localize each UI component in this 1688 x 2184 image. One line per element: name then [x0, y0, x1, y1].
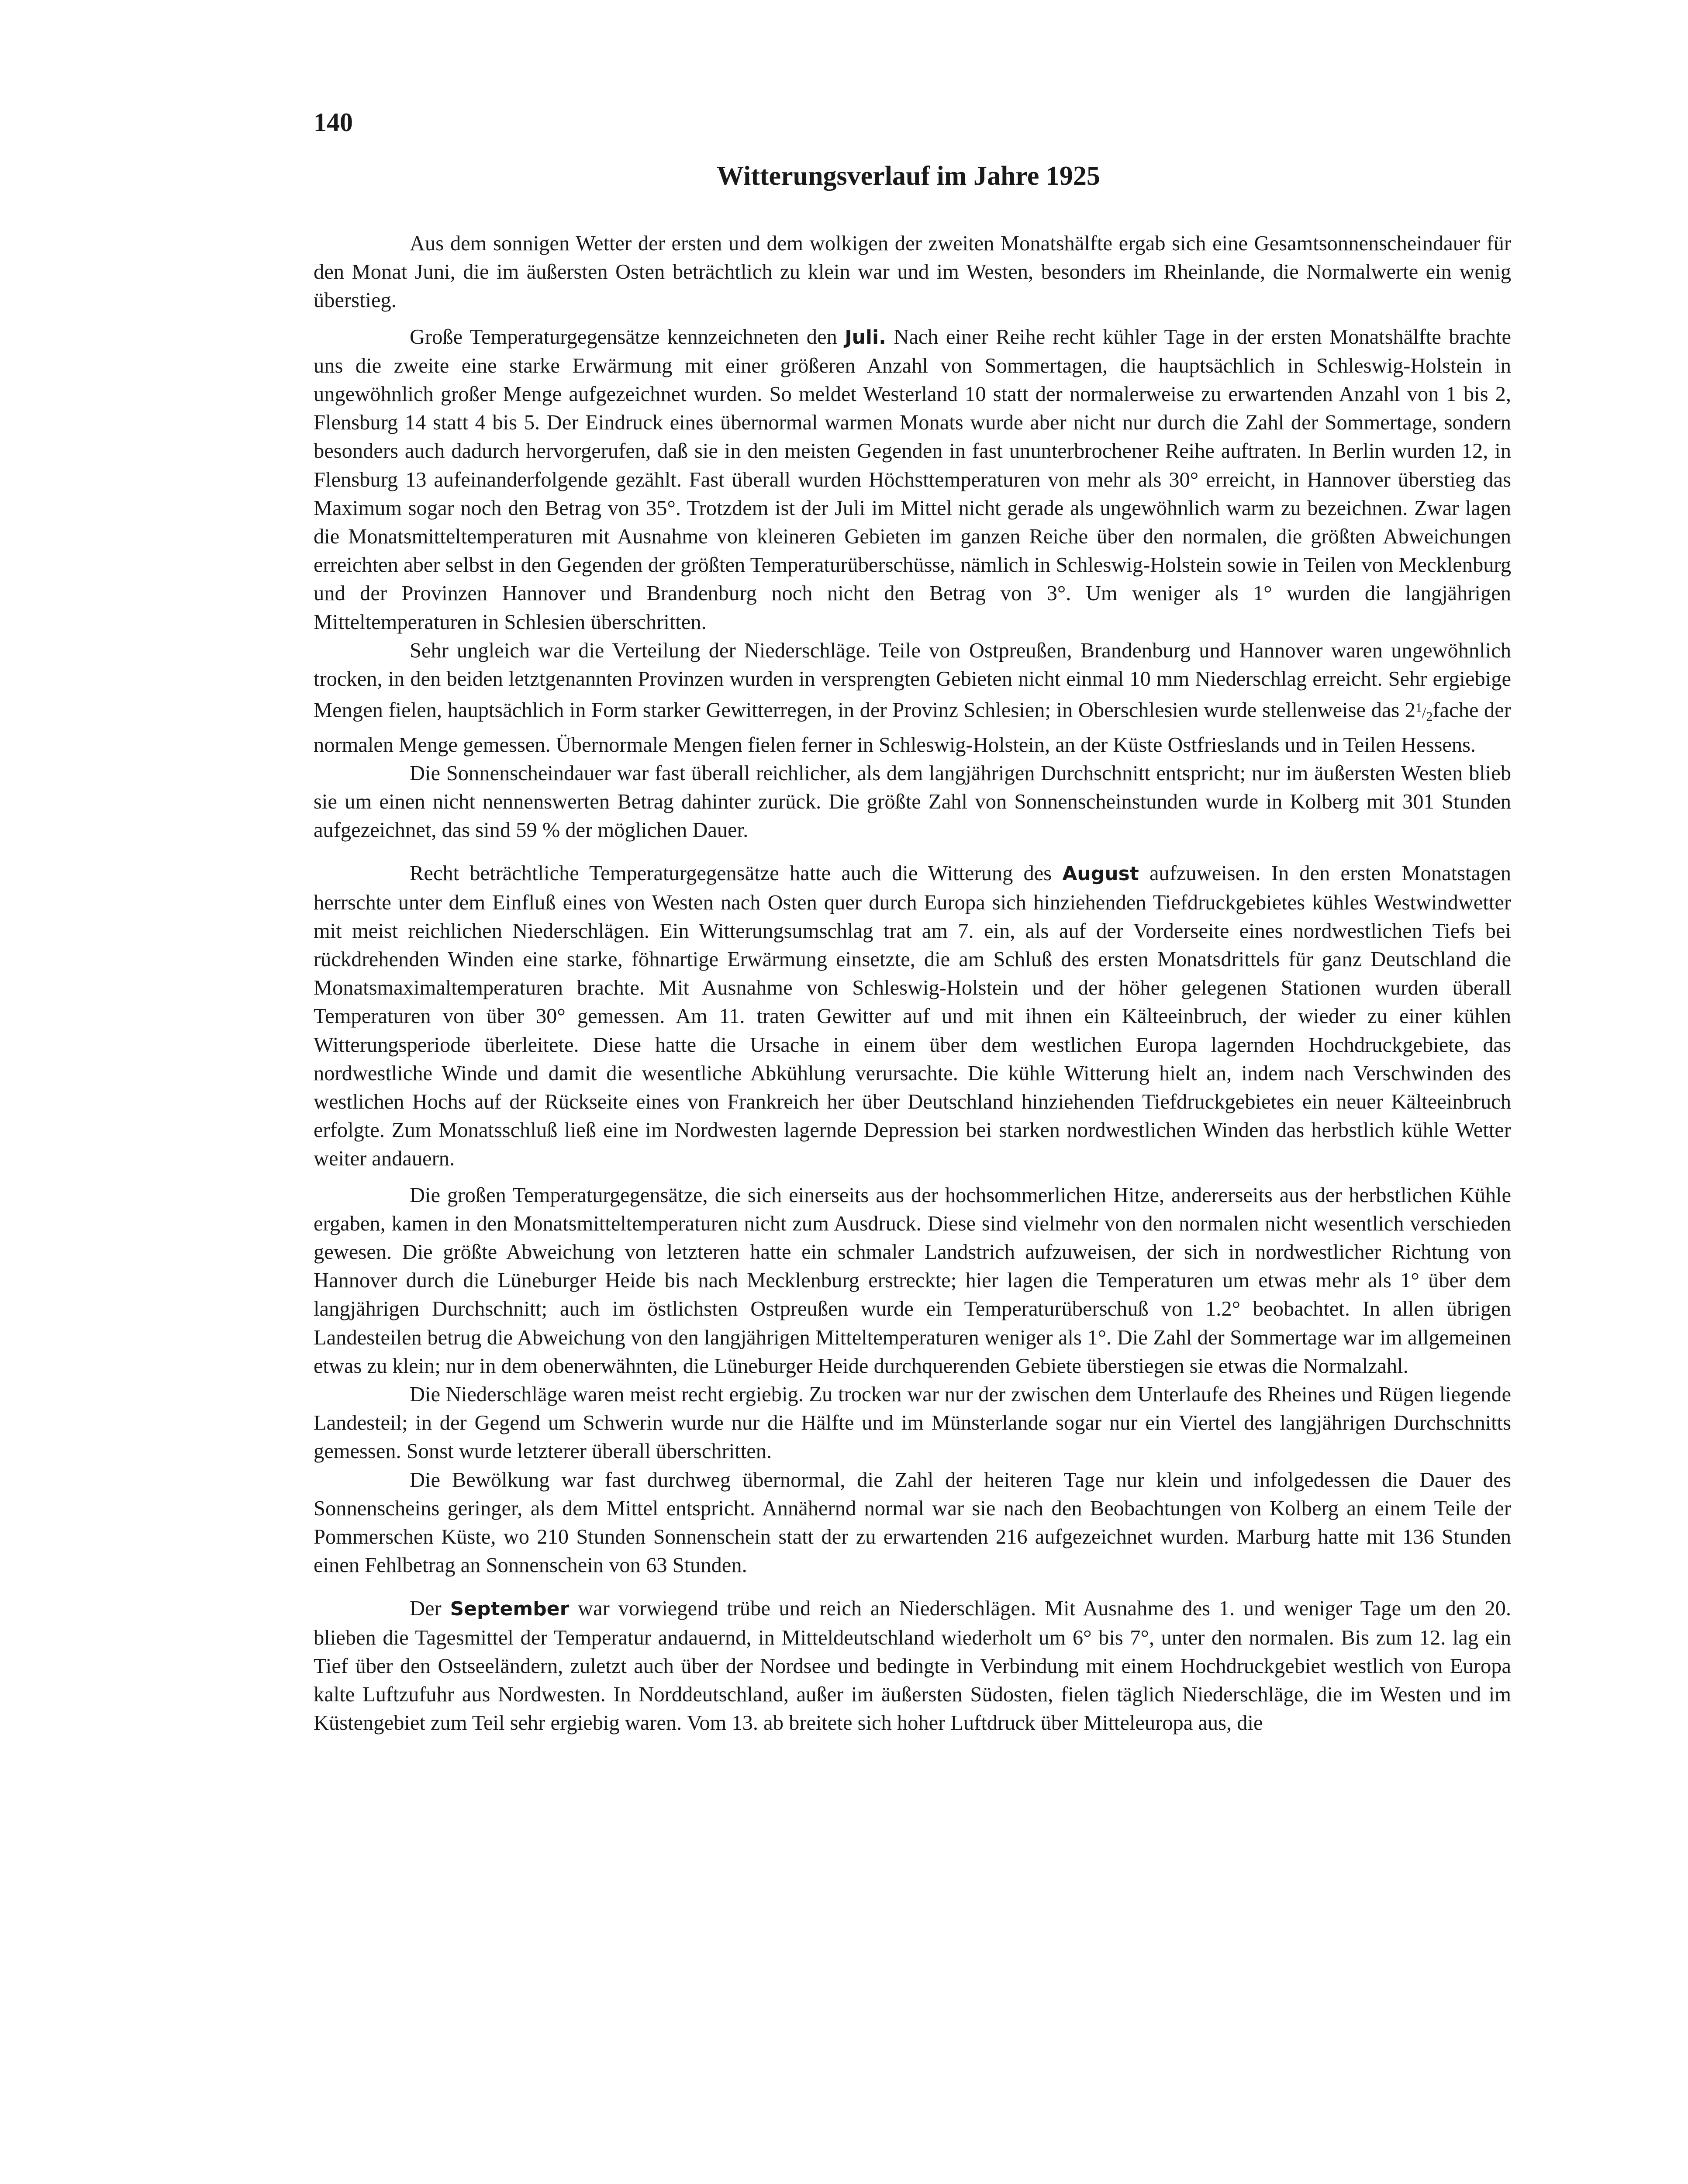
paragraph-august-cloudiness: Die Bewölkung war fast durchweg übernormal, die Zahl der heiteren Tage nur klein und infolgedessen die Dauer des Sonnenscheins geringer, als dem Mittel entspricht. Annähernd normal war sie nach den Beobachtungen von Kolberg an einem Teile der Pommerschen Küste, wo 210 Stunden Sonnenschein statt der zu erwartenden 216 aufgezeichnet wurden. Marburg hatte mit 136 Stunden einen Fehlbetrag an Sonnenschein von 63 Stunden.: [314, 1468, 1511, 1577]
month-heading-september: September: [450, 1598, 570, 1621]
paragraph-august-precipitation: Die Niederschläge waren meist recht ergiebig. Zu trocken war nur der zwischen dem Unterlaufe des Rheines und Rügen liegende Landesteil; in der Gegend um Schwerin wurde nur die Hälfte und im Münsterlande sogar nur ein Viertel des langjährigen Durchschnitts gemessen. Sonst wurde letzterer überall überschritten.: [314, 1383, 1511, 1463]
paragraph-july-precipitation: [314, 636, 1511, 759]
paragraph-august-lead: Recht beträchtliche Temperaturgegensätze hatte auch die Witterung des: [410, 862, 1063, 885]
paragraph-july-sunshine: Die Sonnenscheindauer war fast überall reichlicher, als dem langjährigen Durchschnitt entspricht; nur im äußersten Westen blieb sie um einen nicht nennenswerten Betrag dahinter zurück. Die größte Zahl von Sonnenscheinstunden wurde in Kolberg mit 301 Stunden aufgezeichnet, das sind 59 % der möglichen Dauer.: [314, 761, 1511, 842]
page-number: 140: [314, 108, 353, 137]
paragraph-august-temperature: Die großen Temperaturgegensätze, die sich einerseits aus der hochsommerlichen Hitze, andererseits aus der herbstlichen Kühle ergaben, kamen in den Monatsmitteltemperaturen nicht zum Ausdruck. Diese sind vielmehr von den normalen nicht wesentlich verschieden gewesen. Die größte Abweichung von letzteren hatte ein schmaler Landstrich aufzuweisen, der sich in nordwestlicher Richtung von Hannover durch die Lüneburger Heide bis nach Mecklenburg erstreckte; hier lagen die Temperaturen um etwas mehr als 1° über dem langjährigen Durchschnitt; auch im östlichsten Ostpreußen wurde ein Temperaturüberschuß von 1.2° beobachtet. In allen übrigen Landesteilen betrug die Abweichung von den langjährigen Mitteltemperaturen weniger als 1°. Die Zahl der Sommertage war im allgemeinen etwas zu klein; nur in dem obenerwähnten, die Lüneburger Heide durchquerenden Gebiete überstiegen sie etwas die Normalzahl.: [314, 1183, 1511, 1378]
paragraph-july-lead: Große Temperaturgegensätze kennzeichneten den: [410, 325, 845, 349]
body-text: [314, 229, 1511, 1737]
fraction-denominator: 2: [1426, 709, 1433, 724]
fraction-numerator: 1: [1415, 700, 1422, 715]
paragraph-precip-body: fache der normalen Menge gemessen. Übernormale Mengen fielen ferner in Schleswig-Holstein, an der Küste Ostfrieslands und in Teilen Hessens.: [314, 698, 1511, 757]
page-title: Witterungsverlauf im Jahre 1925: [717, 161, 1100, 191]
paragraph-july-body: Nach einer Reihe recht kühler Tage in der ersten Monatshälfte brachte uns die zweite eine starke Erwärmung mit einer größeren Anzahl von Sommertagen, die hauptsächlich in Schleswig-Holstein in ungewöhnlich großer Menge aufgezeichnet wurden. So meldet Westerland 10 statt der normalerweise zu erwartenden Anzahl von 1 bis 2, Flensburg 14 statt 4 bis 5. Der Eindruck eines übernormal warmen Monats wurde aber nicht nur durch die Zahl der Sommertage, sondern besonders auch dadurch hervorgerufen, daß sie in den meisten Gegenden in fast ununterbrochener Reihe auftraten. In Berlin wurden 12, in Flensburg 13 aufeinanderfolgende gezählt. Fast überall wurden Höchsttemperaturen von mehr als 30° erreicht, in Hannover überstieg das Maximum sogar noch den Betrag von 35°. Trotzdem ist der Juli im Mittel nicht gerade als ungewöhnlich warm zu bezeichnen. Zwar lagen die Monatsmitteltemperaturen mit Ausnahme von kleineren Gebieten im ganzen Reiche über den normalen, die größten Abweichungen erreichten aber selbst in den Gegenden der größten Temperaturüberschüsse, nämlich in Schleswig-Holstein sowie in Teilen von Mecklenburg und der Provinzen Hannover und Brandenburg noch nicht den Betrag von 3°. Um weniger als 1° wurden die langjährigen Mitteltemperaturen in Schlesien überschritten.: [314, 325, 1512, 634]
paragraph-august-body: aufzuweisen. In den ersten Monatstagen herrschte unter dem Einfluß eines von Westen nach Osten quer durch Europa sich hinziehenden Tiefdruckgebietes kühles Westwindwetter mit meist reichlichen Niederschlägen. Ein Witterungsumschlag trat am 7. ein, als auf der Vorderseite eines nordwestlichen Tiefs bei rückdrehenden Winden eine starke, föhnartige Erwärmung einsetzte, die am Schluß des ersten Monatsdrittels für ganz Deutschland die Monatsmaximaltemperaturen brachte. Mit Ausnahme von Schleswig-Holstein und der höher gelegenen Stationen wurden überall Temperaturen von über 30° gemessen. Am 11. traten Gewitter auf und mit ihnen ein Kälteeinbruch, der wieder zu einer kühlen Witterungsperiode überleitete. Diese hatte die Ursache in einem über dem westlichen Europa lagernden Hochdruckgebiete, das nordwestliche Winde und damit die wesentliche Abkühlung verursachte. Die kühle Witterung hielt an, indem nach Verschwinden des westlichen Hochs auf der Rückseite eines von Frankreich her über Deutschland hinziehenden Tiefdruckgebietes ein neuer Kälteeinbruch erfolgte. Zum Monatsschluß ließ eine im Nordwesten lagernde Depression bei starken nordwestlichen Winden das herbstlich kühle Wetter weiter andauern.: [314, 862, 1511, 1171]
paragraph-august: [314, 859, 1511, 1173]
month-heading-august: August: [1062, 863, 1139, 885]
paragraph-precip-lead: Sehr ungleich war die Verteilung der Niederschläge. Teile von Ostpreußen, Brandenburg und Hannover waren ungewöhnlich trocken, in den beiden letztgenannten Provinzen wurden in versprengten Gebieten nicht einmal 10 mm Niederschlag erreicht. Sehr ergiebige Mengen fielen, hauptsächlich in Form starker Gewitterregen, in der Provinz Schlesien; in Oberschlesien wurde stellenweise das 2: [314, 639, 1511, 722]
fraction-one-half: $^1/_2$: [1415, 700, 1433, 724]
paragraph-september-body: war vorwiegend trübe und reich an Niederschlägen. Mit Ausnahme des 1. und weniger Tage um den 20. blieben die Tagesmittel der Temperatur andauernd, in Mitteldeutschland wiederholt um 6° bis 7°, unter den normalen. Bis zum 12. lag ein Tief über den Ostseeländern, zuletzt auch über der Nordsee und bedingte in Verbindung mit einem Hochdruckgebiet westlich von Europa kalte Luftzufuhr aus Nordwesten. In Norddeutschland, außer im äußersten Südosten, fielen täglich Niederschläge, die im Westen und im Küstengebiet zum Teil sehr ergiebig waren. Vom 13. ab breitete sich hoher Luftdruck über Mitteleuropa aus, die: [314, 1597, 1512, 1735]
paragraph-september-lead: Der: [410, 1597, 450, 1621]
paragraph-june: Aus dem sonnigen Wetter der ersten und dem wolkigen der zweiten Monatshälfte ergab sich eine Gesamtsonnenscheindauer für den Monat Juni, die im äußersten Osten beträchtlich zu klein war und im Westen, besonders im Rheinlande, die Normalwerte ein wenig überstieg.: [314, 232, 1511, 312]
month-heading-july: Juli.: [845, 326, 886, 349]
paragraph-september: [314, 1594, 1511, 1737]
paragraph-july: [314, 323, 1511, 636]
